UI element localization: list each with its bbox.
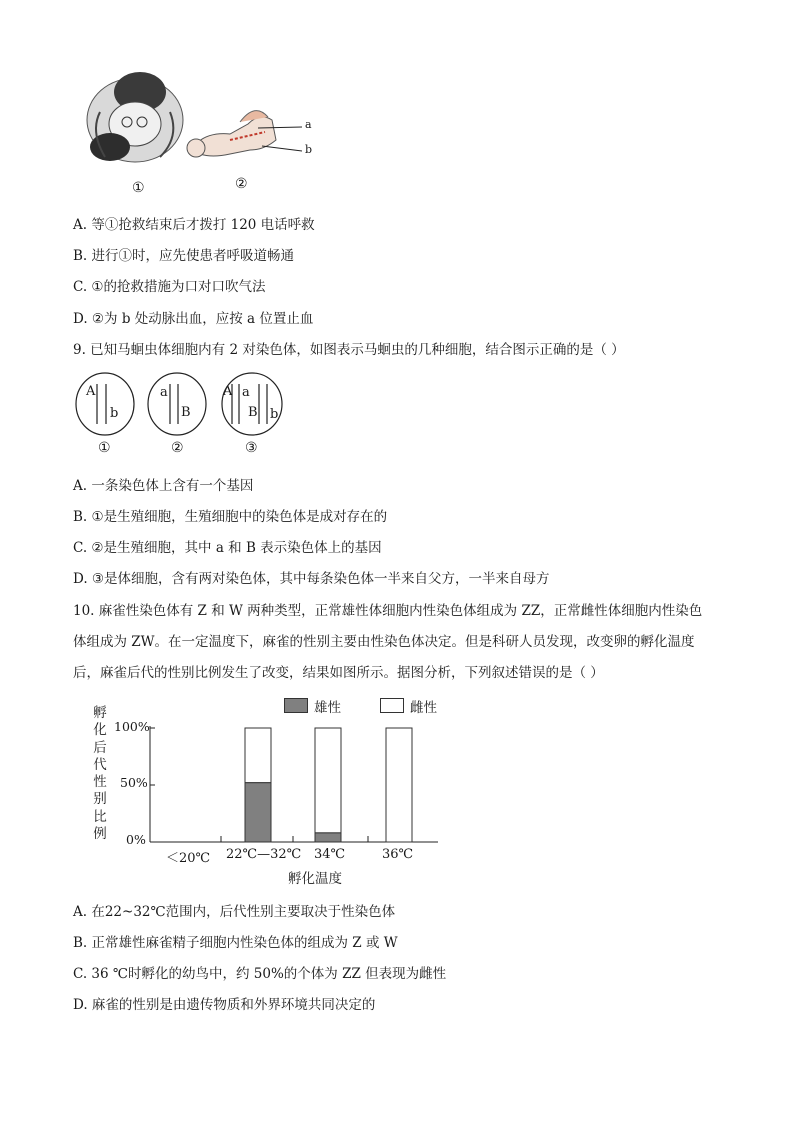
q10-option-b: B. 正常雄性麻雀精子细胞内性染色体的组成为 Z 或 W [73, 935, 398, 951]
cell2-gene-1: a [160, 385, 168, 400]
pointer-b-label: b [305, 143, 313, 156]
cell1-gene-2: b [110, 406, 119, 421]
q9-cell-diagram [74, 372, 294, 462]
q10-stem-line-3: 后，麻雀后代的性别比例发生了改变，结果如图所示。据图分析，下列叙述错误的是（ ） [73, 665, 604, 681]
cell3-gene-2: a [242, 385, 250, 400]
q9-option-b: B. ①是生殖细胞，生殖细胞中的染色体是成对存在的 [73, 509, 388, 525]
cell1-label: ① [98, 440, 111, 456]
sex-ratio-chart [88, 690, 458, 890]
q10-option-d: D. 麻雀的性别是由遗传物质和外界环境共同决定的 [73, 997, 376, 1013]
first-aid-illustration [80, 62, 340, 197]
q8-option-b: B. 进行①时，应先使患者呼吸道畅通 [73, 248, 295, 264]
cell-3 [222, 373, 282, 435]
q10-stem-line-1: 10. 麻雀性染色体有 Z 和 W 两种类型，正常雄性体细胞内性染色体组成为 ZZ，正常雌性体细胞内性染色 [73, 603, 703, 619]
q8-option-a: A. 等①抢救结束后才拨打 120 电话呼救 [73, 217, 315, 233]
y-axis-title: 孵化后代性别比例 [93, 705, 107, 843]
pointer-a-label: a [305, 118, 312, 131]
cell1-gene-1: A [86, 384, 96, 399]
bar-male [245, 783, 271, 842]
x-tick-36: 36℃ [382, 847, 414, 862]
cell3-gene-3: B [248, 405, 258, 420]
q8-option-c: C. ①的抢救措施为口对口吹气法 [73, 279, 266, 295]
x-axis-title: 孵化温度 [288, 871, 342, 887]
y-tick-100: 100% [114, 719, 150, 734]
figure-label-1: ① [132, 180, 145, 196]
cell2-label: ② [171, 440, 184, 456]
figure-label-2: ② [235, 176, 248, 192]
q9-stem: 9. 已知马蛔虫体细胞内有 2 对染色体，如图表示马蛔虫的几种细胞，结合图示正确的是（ ） [73, 342, 625, 358]
cell-1 [76, 373, 134, 435]
x-tick-lt20: ＜20℃ [166, 851, 211, 866]
y-tick-0: 0% [126, 832, 146, 847]
bar-female [315, 728, 341, 833]
y-tick-50: 50% [120, 775, 148, 790]
legend-label-female: 雌性 [410, 700, 437, 716]
figure-q8 [80, 62, 340, 197]
cell2-gene-2: B [181, 405, 191, 420]
q10-option-a: A. 在22~32℃范围内，后代性别主要取决于性染色体 [73, 904, 396, 920]
q9-option-c: C. ②是生殖细胞，其中 a 和 B 表示染色体上的基因 [73, 540, 382, 556]
bar-female [386, 728, 412, 842]
q8-option-d: D. ②为 b 处动脉出血，应按 a 位置止血 [73, 311, 314, 327]
arm-figure [187, 111, 302, 157]
legend-label-male: 雄性 [314, 700, 341, 716]
bar-female [245, 728, 271, 783]
cell3-label: ③ [245, 440, 258, 456]
q10-option-c: C. 36 ℃时孵化的幼鸟中，约 50%的个体为 ZZ 但表现为雌性 [73, 966, 447, 982]
x-tick-34: 34℃ [314, 847, 346, 862]
cell-2 [148, 373, 206, 435]
bar-male [315, 833, 341, 842]
q9-option-d: D. ③是体细胞，含有两对染色体，其中每条染色体一半来自父方，一半来自母方 [73, 571, 550, 587]
x-tick-22-32: 22℃—32℃ [226, 847, 302, 862]
cell3-gene-4: b [270, 407, 279, 422]
q10-stem-line-2: 体组成为 ZW。在一定温度下，麻雀的性别主要由性染色体决定。但是科研人员发现，改变卵的孵化温度 [73, 634, 695, 650]
cell3-gene-1: A [223, 384, 233, 399]
rescuer-figure [87, 72, 183, 162]
q9-option-a: A. 一条染色体上含有一个基因 [73, 478, 254, 494]
